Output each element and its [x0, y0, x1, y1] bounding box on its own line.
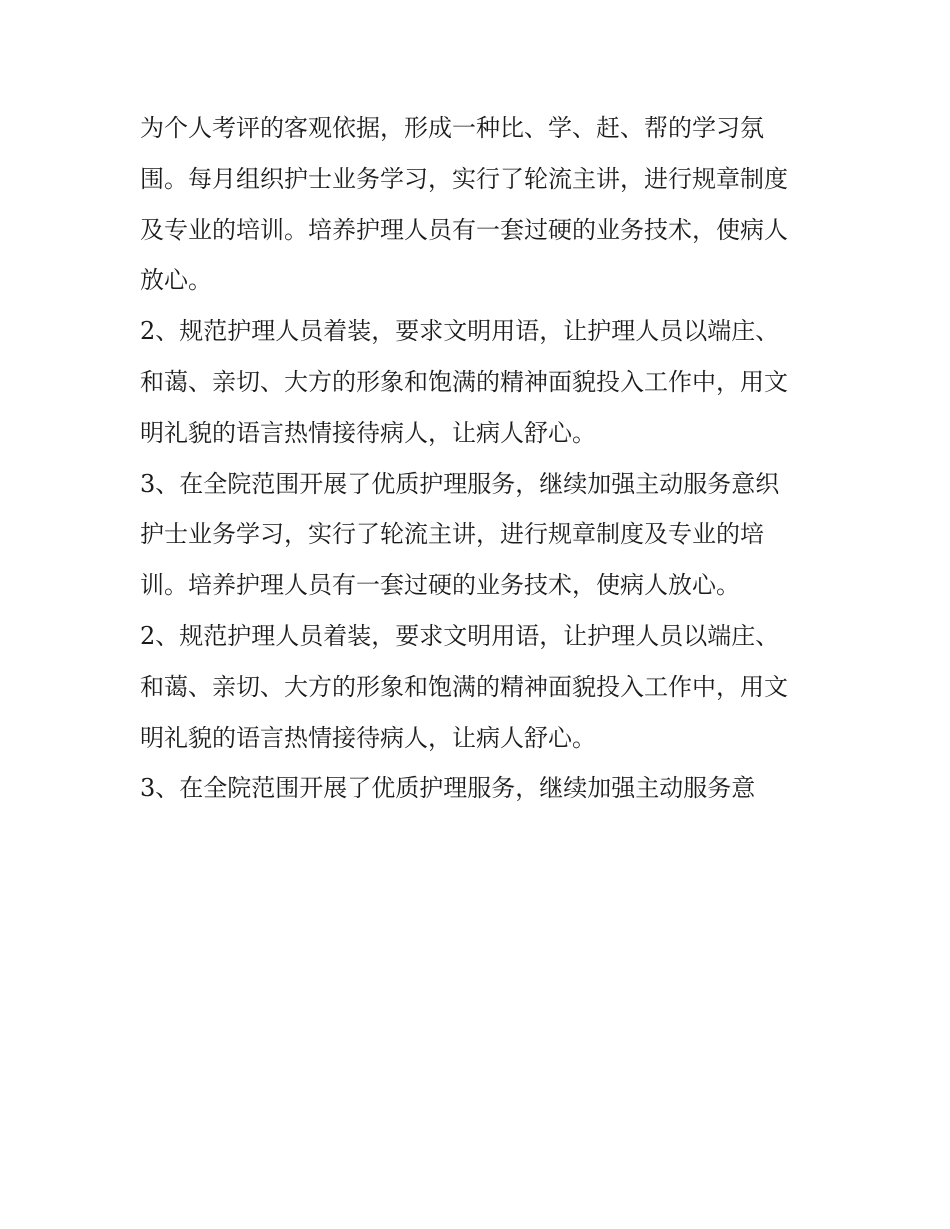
text-line: 为个人考评的客观依据，形成一种比、学、赶、帮的学习氛: [140, 114, 764, 142]
text-line: 3、在全院范围开展了优质护理服务，继续加强主动服务意: [140, 774, 756, 803]
text-line: 围。每月组织护士业务学习，实行了轮流主讲，进行规章制度: [140, 164, 788, 193]
text-line: 2、规范护理人员着装，要求文明用语，让护理人员以端庄、: [140, 317, 780, 346]
text-line: 训。培养护理人员有一套过硬的业务技术，使病人放心。: [140, 571, 740, 600]
text-line: 明礼貌的语言热情接待病人，让病人舒心。: [140, 418, 596, 447]
text-line: 明礼貌的语言热情接待病人，让病人舒心。: [140, 723, 596, 752]
text-line: 和蔼、亲切、大方的形象和饱满的精神面貌投入工作中，用文: [140, 367, 788, 396]
text-line: 2、规范护理人员着装，要求文明用语，让护理人员以端庄、: [140, 621, 780, 650]
text-line: 3、在全院范围开展了优质护理服务，继续加强主动服务意织: [140, 469, 780, 498]
text-line: 护士业务学习，实行了轮流主讲，进行规章制度及专业的培: [140, 520, 764, 549]
text-line: 和蔼、亲切、大方的形象和饱满的精神面貌投入工作中，用文: [140, 672, 788, 701]
text-line: 及专业的培训。培养护理人员有一套过硬的业务技术，使病人: [140, 215, 788, 244]
document-body: [140, 103, 820, 814]
text-line: 放心。: [140, 266, 212, 295]
